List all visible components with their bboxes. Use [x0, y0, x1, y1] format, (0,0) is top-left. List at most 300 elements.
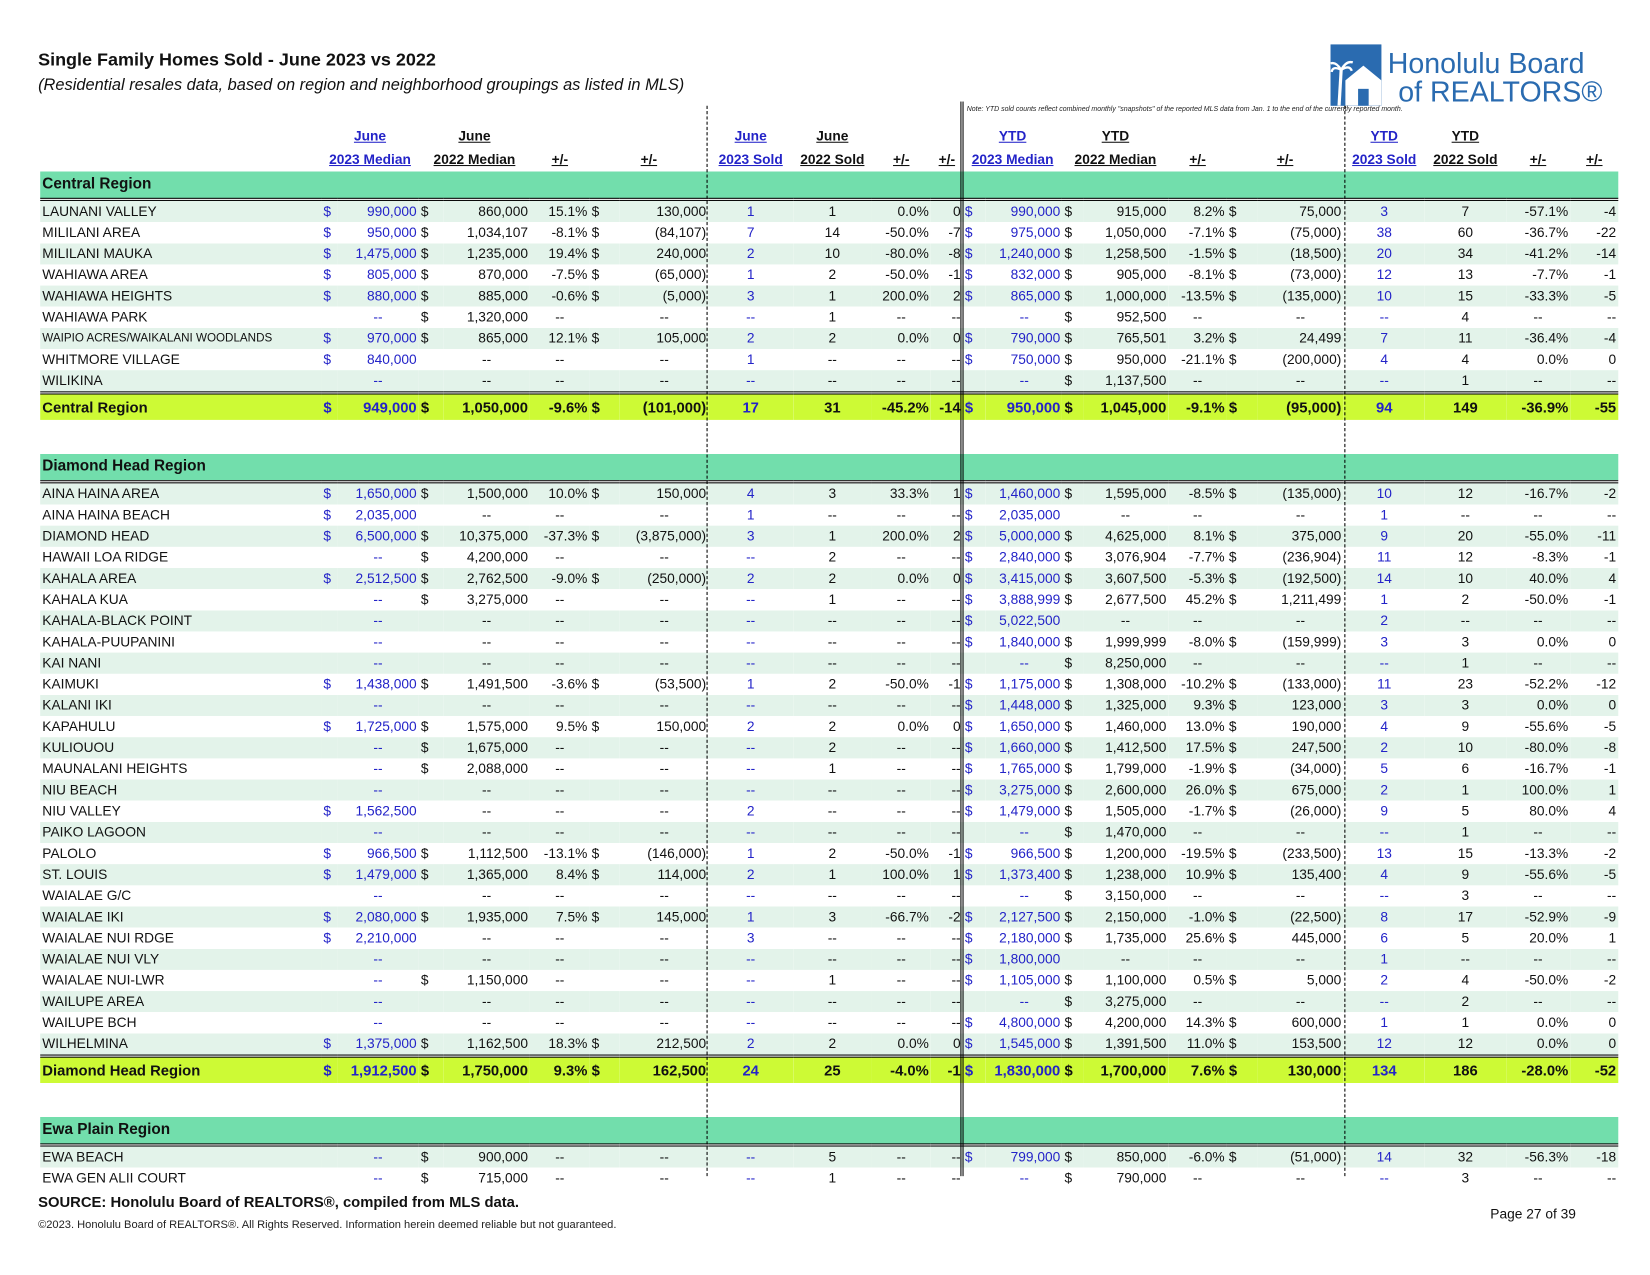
value-cell: -7	[948, 224, 961, 241]
value-cell: (65,000)	[654, 266, 707, 283]
currency-symbol: $	[1227, 864, 1258, 885]
value-cell: 5	[1461, 802, 1470, 819]
value-cell: 1,412,500	[1083, 737, 1169, 758]
value-cell: --	[620, 991, 708, 1012]
ytd-note: Note: YTD sold counts reflect combined monthly "snapshots" of the reported MLS data from Jan. 1 to the end of the currently reported month.	[966, 105, 1403, 114]
value-cell: 900,000	[443, 1145, 530, 1168]
value-cell: 1	[1608, 929, 1617, 946]
value-cell: --	[555, 887, 565, 904]
value-cell: --	[708, 780, 793, 801]
table-row	[40, 243, 1618, 264]
value-cell: --	[443, 653, 530, 674]
column-header	[321, 148, 419, 171]
table-row	[40, 843, 1618, 864]
currency-symbol: $	[1227, 1056, 1258, 1083]
currency-symbol: $	[590, 568, 621, 589]
value-cell: (75,000)	[1290, 224, 1342, 241]
value-cell: 150,000	[656, 718, 707, 735]
currency-symbol: $	[591, 718, 600, 735]
value-cell: --	[659, 887, 669, 904]
neighborhood-name: KALANI IKI	[40, 695, 321, 716]
value-cell: 1,045,000	[1083, 393, 1169, 420]
value-cell: -1	[1603, 266, 1617, 283]
table-row	[40, 1012, 1618, 1033]
value-cell: 0	[1608, 633, 1617, 650]
table-row	[40, 589, 1618, 610]
value-cell: 1,500,000	[443, 482, 530, 505]
value-cell: 105,000	[620, 328, 708, 349]
currency-symbol	[963, 1168, 986, 1189]
value-cell: (135,000)	[1258, 286, 1344, 307]
currency-symbol: $	[1062, 482, 1082, 505]
value-cell: 33.3%	[872, 482, 931, 505]
value-cell: 1,830,000	[986, 1056, 1062, 1083]
value-cell: --	[659, 802, 669, 819]
value-cell: 1,150,000	[466, 972, 529, 988]
value-cell: (95,000)	[1258, 393, 1344, 420]
value-cell: 2,840,000	[999, 548, 1061, 565]
value-cell: --	[1533, 506, 1543, 523]
value-cell: 715,000	[478, 1169, 529, 1186]
value-cell: --	[951, 633, 961, 650]
currency-symbol: $	[321, 906, 337, 927]
value-cell: 3	[1343, 199, 1425, 222]
value-cell: -8	[931, 243, 963, 264]
column-header-label: 2023 Median	[329, 151, 411, 168]
value-cell: --	[555, 929, 565, 946]
currency-symbol: $	[1062, 370, 1082, 393]
currency-symbol: $	[1062, 991, 1082, 1012]
value-cell: 880,000	[337, 286, 419, 307]
table-row	[40, 505, 1618, 526]
value-cell: --	[373, 308, 383, 325]
value-cell: 12	[1425, 1033, 1506, 1056]
value-cell: (250,000)	[620, 568, 708, 589]
currency-symbol	[1062, 949, 1082, 970]
value-cell: --	[951, 929, 961, 946]
value-cell: 1	[793, 864, 871, 885]
column-header-top	[708, 125, 793, 148]
value-cell: 1,505,000	[1105, 802, 1167, 819]
column-header-top	[530, 125, 589, 148]
value-cell: --	[827, 633, 837, 650]
value-cell: 2	[1343, 737, 1425, 758]
value-cell: 949,000	[337, 393, 419, 420]
currency-symbol: $	[1064, 718, 1073, 735]
currency-symbol: $	[590, 393, 621, 420]
value-cell: --	[931, 949, 963, 970]
currency-symbol: $	[420, 845, 429, 861]
value-cell: 1	[708, 906, 793, 927]
currency-symbol: $	[1227, 482, 1258, 505]
value-cell: 1,575,000	[466, 718, 529, 735]
table-row	[40, 199, 1618, 222]
value-cell: 162,500	[620, 1056, 708, 1083]
value-cell: 3	[746, 929, 755, 946]
neighborhood-name: WAIALAE NUI VLY	[40, 949, 321, 970]
value-cell: (192,500)	[1258, 568, 1344, 589]
value-cell: --	[1506, 370, 1571, 393]
value-cell: (73,000)	[1290, 266, 1342, 283]
value-cell: 9	[1380, 802, 1389, 819]
value-cell: --	[872, 370, 931, 393]
value-cell: --	[872, 1145, 931, 1168]
value-cell: -55	[1570, 393, 1618, 420]
value-cell: 1,238,000	[1083, 864, 1169, 885]
currency-symbol	[590, 695, 621, 716]
value-cell: 2,677,500	[1105, 591, 1167, 608]
value-cell: --	[620, 1145, 708, 1168]
value-cell: --	[1168, 949, 1226, 970]
column-header-top-label: YTD	[1451, 127, 1480, 144]
value-cell: 1,765,000	[999, 760, 1061, 777]
column-header	[530, 148, 589, 171]
value-cell: 675,000	[1258, 780, 1344, 801]
column-header	[793, 148, 871, 171]
value-cell: --	[827, 506, 837, 523]
value-cell: 885,000	[443, 286, 530, 307]
ytd-sold-divider	[1344, 106, 1345, 1176]
neighborhood-name: HAWAII LOA RIDGE	[42, 548, 169, 565]
currency-symbol: $	[1062, 393, 1082, 420]
currency-symbol: $	[590, 243, 621, 264]
currency-symbol	[1227, 653, 1258, 674]
value-cell: 10	[1343, 482, 1425, 505]
neighborhood-name: WAILUPE AREA	[40, 991, 321, 1012]
value-cell: 2,127,500	[986, 906, 1062, 927]
currency-symbol	[321, 610, 337, 631]
value-cell: --	[337, 370, 419, 393]
currency-symbol: $	[964, 802, 973, 819]
value-cell: 5,022,500	[986, 610, 1062, 631]
value-cell: --	[1343, 653, 1425, 674]
value-cell: 26.0%	[1168, 780, 1226, 801]
currency-symbol: $	[1064, 845, 1073, 861]
currency-symbol	[1062, 505, 1082, 526]
value-cell: --	[530, 822, 589, 843]
house-palm-icon	[1331, 44, 1382, 105]
value-cell: --	[530, 610, 589, 631]
value-cell: 0	[931, 568, 963, 589]
value-cell: 2	[828, 266, 837, 283]
value-cell: --	[482, 929, 492, 946]
value-cell: --	[951, 802, 961, 819]
value-cell: -9.0%	[530, 568, 589, 589]
value-cell: 8	[1343, 906, 1425, 927]
page-title: Single Family Homes Sold - June 2023 vs 2022	[38, 49, 436, 70]
value-cell: 94	[1343, 393, 1425, 420]
value-cell: 1,050,000	[443, 393, 530, 420]
value-cell: 4	[1380, 351, 1389, 368]
value-cell: 1,595,000	[1083, 482, 1169, 505]
value-cell: --	[827, 1014, 837, 1031]
value-cell: --	[1606, 506, 1617, 523]
value-cell: 1	[828, 1169, 837, 1186]
value-cell: 1,365,000	[443, 864, 530, 885]
value-cell: -5	[1570, 286, 1618, 307]
value-cell: --	[1295, 887, 1306, 904]
currency-symbol: $	[419, 1145, 443, 1168]
currency-symbol: $	[963, 695, 986, 716]
value-cell: -52.9%	[1506, 906, 1571, 927]
value-cell: 765,501	[1083, 328, 1169, 349]
value-cell: --	[620, 780, 708, 801]
value-cell: --	[659, 1169, 669, 1186]
currency-symbol: $	[321, 526, 337, 547]
value-cell: --	[708, 610, 793, 631]
value-cell: --	[443, 822, 530, 843]
value-cell: 1	[1425, 822, 1506, 843]
currency-symbol: $	[963, 482, 986, 505]
column-header-top-label: YTD	[998, 127, 1027, 144]
value-cell: --	[373, 1169, 383, 1186]
value-cell: 4,200,000	[466, 548, 529, 565]
value-cell: (22,500)	[1258, 906, 1344, 927]
value-cell: 5	[793, 1145, 871, 1168]
value-cell: 8.4%	[530, 864, 589, 885]
neighborhood-name: KAPAHULU	[42, 718, 116, 735]
currency-symbol	[590, 970, 621, 991]
value-cell: --	[896, 802, 906, 819]
column-header-top-label: June	[734, 127, 767, 144]
currency-symbol	[590, 610, 621, 631]
neighborhood-name: KAHALA-PUUPANINI	[42, 633, 176, 650]
value-cell: --	[1168, 370, 1226, 393]
value-cell: 186	[1425, 1056, 1506, 1083]
page-subtitle: (Residential resales data, based on region and neighborhood groupings as listed in MLS)	[38, 76, 685, 95]
currency-symbol: $	[590, 199, 621, 222]
value-cell: -1	[948, 266, 961, 283]
currency-symbol: $	[591, 224, 600, 241]
currency-symbol: $	[1062, 1145, 1082, 1168]
value-cell: (53,500)	[654, 675, 707, 692]
value-cell: --	[659, 351, 669, 368]
value-cell: 3	[1461, 633, 1470, 650]
currency-symbol	[590, 307, 621, 328]
value-cell: 0	[1608, 351, 1617, 368]
value-cell: -12	[1596, 675, 1617, 692]
page-number: Page 27 of 39	[1490, 1205, 1576, 1222]
neighborhood-name: WHITMORE VILLAGE	[42, 351, 180, 368]
value-cell: -4	[1570, 328, 1618, 349]
currency-symbol: $	[419, 737, 443, 758]
currency-symbol: $	[1064, 266, 1073, 283]
value-cell: -19.5%	[1181, 845, 1225, 861]
value-cell: --	[555, 1169, 565, 1186]
region-title: Diamond Head Region	[40, 454, 963, 482]
value-cell: --	[1019, 1169, 1029, 1186]
value-cell: -4	[1570, 199, 1618, 222]
currency-symbol	[1227, 991, 1258, 1012]
value-cell: -6.0%	[1168, 1145, 1226, 1168]
currency-symbol	[321, 970, 337, 991]
currency-symbol: $	[964, 548, 973, 565]
currency-symbol: $	[1062, 906, 1082, 927]
column-header	[590, 148, 709, 171]
currency-symbol	[419, 780, 443, 801]
column-header	[1168, 148, 1226, 171]
sales-table	[40, 125, 1618, 1189]
currency-symbol: $	[963, 1056, 986, 1083]
value-cell: 2	[1343, 610, 1425, 631]
currency-symbol: $	[963, 737, 986, 758]
value-cell: 1,050,000	[1105, 224, 1167, 241]
value-cell: 2	[708, 1033, 793, 1056]
currency-symbol: $	[964, 972, 973, 988]
value-cell: 970,000	[337, 328, 419, 349]
value-cell: 3	[1425, 695, 1506, 716]
value-cell: --	[1168, 991, 1226, 1012]
value-cell: 0.0%	[872, 199, 931, 222]
value-cell: 2	[708, 568, 793, 589]
currency-symbol: $	[1064, 929, 1073, 946]
value-cell: 240,000	[620, 243, 708, 264]
currency-symbol: $	[419, 568, 443, 589]
neighborhood-name: WILIKINA	[40, 370, 321, 393]
value-cell: --	[373, 1014, 383, 1031]
value-cell: -66.7%	[872, 906, 931, 927]
currency-symbol	[419, 801, 443, 822]
neighborhood-name: EWA GEN ALII COURT	[42, 1169, 186, 1186]
region-total-row	[40, 393, 1618, 420]
value-cell: -57.1%	[1506, 199, 1571, 222]
value-cell: 790,000	[986, 328, 1062, 349]
column-header-label: 2023 Sold	[1352, 151, 1417, 168]
value-cell: --	[373, 633, 383, 650]
currency-symbol: $	[1064, 760, 1073, 777]
value-cell: --	[931, 653, 963, 674]
value-cell: 2	[828, 845, 837, 861]
value-cell: (18,500)	[1258, 243, 1344, 264]
column-header-top	[1227, 125, 1344, 148]
value-cell: 5	[1461, 929, 1470, 946]
value-cell: 80.0%	[1529, 802, 1569, 819]
value-cell: 805,000	[366, 266, 417, 283]
currency-symbol: $	[591, 266, 600, 283]
value-cell: --	[659, 506, 669, 523]
value-cell: 45.2%	[1185, 591, 1225, 608]
value-cell: --	[1019, 887, 1029, 904]
value-cell: 865,000	[986, 286, 1062, 307]
currency-symbol: $	[321, 286, 337, 307]
value-cell: 3	[708, 526, 793, 547]
value-cell: --	[337, 1145, 419, 1168]
value-cell: -8.1%	[1188, 266, 1225, 283]
value-cell: 12	[1425, 482, 1506, 505]
value-cell: 2	[746, 802, 755, 819]
currency-symbol: $	[321, 243, 337, 264]
value-cell: 9.5%	[556, 718, 588, 735]
value-cell: --	[951, 1014, 961, 1031]
currency-symbol: $	[419, 1033, 443, 1056]
value-cell: --	[373, 591, 383, 608]
value-cell: 1,700,000	[1083, 1056, 1169, 1083]
value-cell: --	[793, 653, 871, 674]
value-cell: 905,000	[1116, 266, 1167, 283]
value-cell: 19.4%	[530, 243, 589, 264]
neighborhood-name: LAUNANI VALLEY	[40, 199, 321, 222]
value-cell: --	[708, 822, 793, 843]
table-row	[40, 264, 1618, 285]
currency-symbol: $	[963, 1145, 986, 1168]
currency-symbol: $	[1228, 760, 1237, 777]
value-cell: 10	[1425, 737, 1506, 758]
currency-symbol: $	[964, 929, 973, 946]
value-cell: --	[555, 591, 565, 608]
currency-symbol	[590, 1145, 621, 1168]
value-cell: --	[872, 610, 931, 631]
value-cell: 10,375,000	[443, 526, 530, 547]
value-cell: 2	[793, 328, 871, 349]
value-cell: 190,000	[1291, 718, 1342, 735]
currency-symbol: $	[964, 718, 973, 735]
value-cell: --	[373, 887, 383, 904]
value-cell: --	[1343, 822, 1425, 843]
value-cell: 2	[793, 568, 871, 589]
value-cell: 25	[793, 1056, 871, 1083]
value-cell: 3,275,000	[1083, 991, 1169, 1012]
value-cell: 2	[1380, 972, 1389, 988]
value-cell: -36.7%	[1524, 224, 1569, 241]
value-cell: 20.0%	[1529, 929, 1569, 946]
currency-symbol: $	[419, 199, 443, 222]
value-cell: 10	[1425, 568, 1506, 589]
currency-symbol: $	[964, 351, 973, 368]
currency-symbol: $	[1062, 695, 1082, 716]
currency-symbol: $	[1064, 308, 1073, 325]
value-cell: 1	[1461, 1014, 1470, 1031]
currency-symbol	[321, 780, 337, 801]
value-cell: --	[1506, 991, 1571, 1012]
value-cell: 34	[1425, 243, 1506, 264]
value-cell: (3,875,000)	[620, 526, 708, 547]
currency-symbol	[590, 547, 621, 568]
currency-symbol: $	[1228, 266, 1237, 283]
value-cell: -1.9%	[1188, 760, 1225, 777]
value-cell: --	[530, 737, 589, 758]
neighborhood-name: Central Region	[40, 393, 321, 420]
column-header-top	[1168, 125, 1226, 148]
value-cell: 14.3%	[1185, 1014, 1225, 1031]
value-cell: 4	[1570, 568, 1618, 589]
value-cell: --	[443, 610, 530, 631]
value-cell: --	[793, 370, 871, 393]
value-cell: 3	[708, 286, 793, 307]
value-cell: 966,500	[366, 845, 417, 861]
value-cell: --	[1168, 610, 1226, 631]
value-cell: --	[1570, 991, 1618, 1012]
value-cell: 130,000	[1258, 1056, 1344, 1083]
value-cell: -3.6%	[551, 675, 588, 692]
value-cell: 950,000	[1116, 351, 1167, 368]
value-cell: 0	[1570, 695, 1618, 716]
value-cell: --	[986, 822, 1062, 843]
currency-symbol	[590, 885, 621, 906]
value-cell: --	[337, 737, 419, 758]
column-header-top	[321, 125, 419, 148]
currency-symbol: $	[1064, 633, 1073, 650]
table-row	[40, 610, 1618, 631]
value-cell: -16.7%	[1524, 760, 1569, 777]
value-cell: 3	[1461, 1169, 1470, 1186]
value-cell: --	[1533, 1169, 1543, 1186]
neighborhood-name: MAUNALANI HEIGHTS	[42, 760, 188, 777]
currency-symbol	[419, 653, 443, 674]
value-cell: 860,000	[443, 199, 530, 222]
header-blank	[40, 148, 321, 171]
value-cell: --	[746, 887, 756, 904]
value-cell: --	[827, 887, 837, 904]
